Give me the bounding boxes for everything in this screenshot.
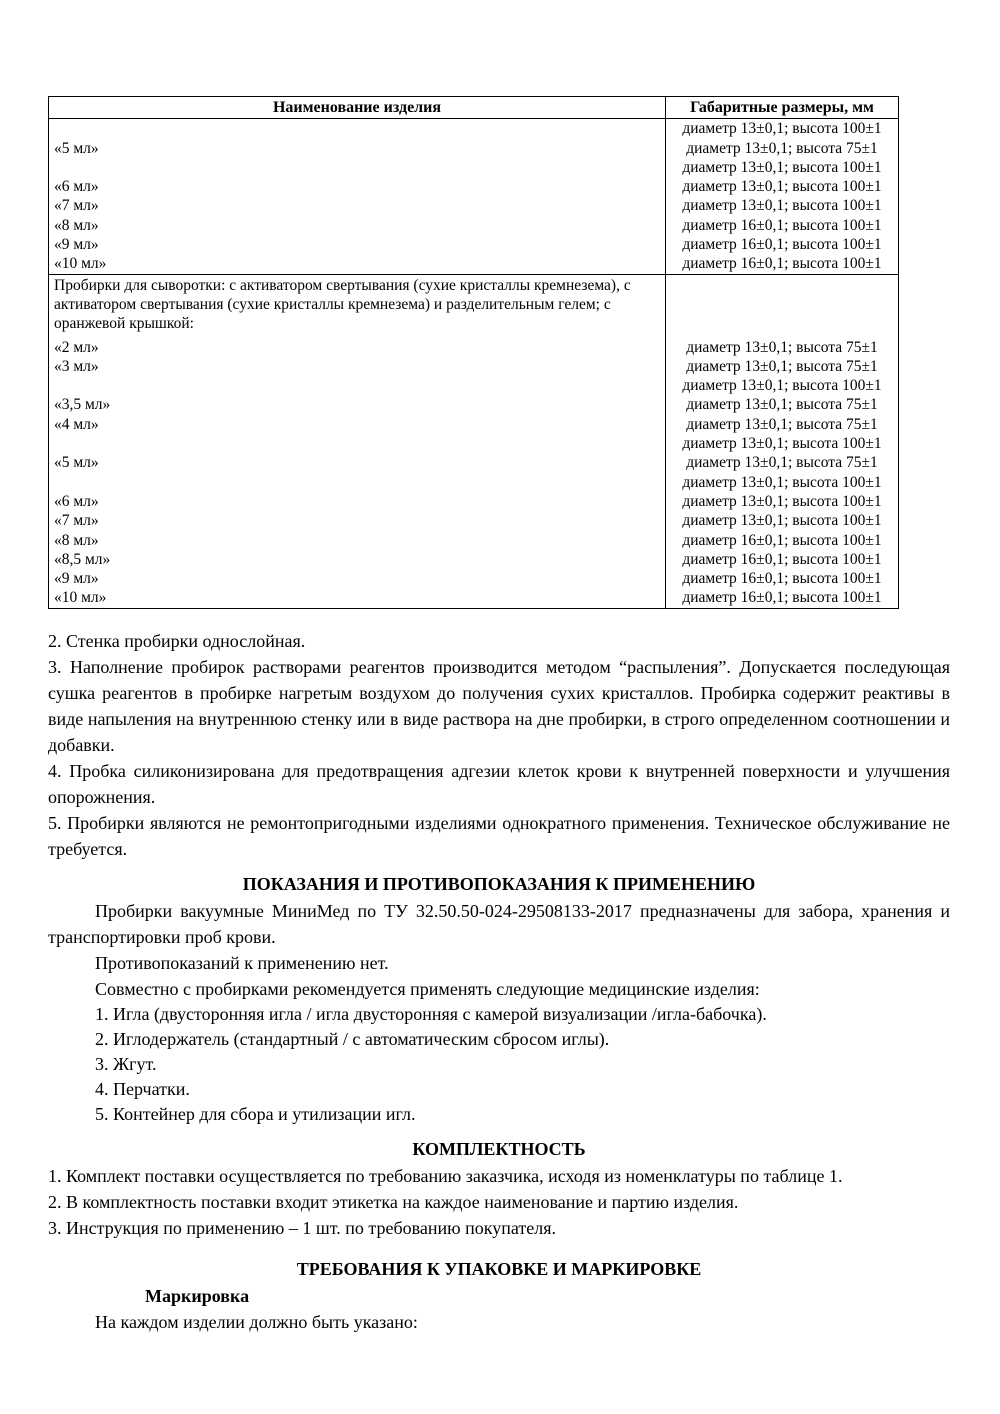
dimensions-cell: диаметр 13±0,1; высота 100±1 bbox=[682, 178, 882, 196]
product-name-cell: «10 мл» bbox=[49, 588, 666, 608]
paragraph-marking-intro: На каждом изделии должно быть указано: bbox=[95, 1311, 418, 1332]
table-row bbox=[49, 531, 899, 550]
table-section-plain-tubes bbox=[49, 119, 899, 274]
list-item: 4. Перчатки. bbox=[95, 1078, 190, 1099]
table-row bbox=[49, 338, 899, 357]
dimensions-cell: диаметр 13±0,1; высота 75±1 bbox=[686, 357, 878, 375]
product-spec-table bbox=[48, 96, 899, 609]
section-heading-completeness: КОМПЛЕКТНОСТЬ bbox=[412, 1138, 586, 1159]
product-name-cell: «6 мл» bbox=[49, 177, 666, 196]
table-row bbox=[49, 588, 899, 608]
table-section-serum-tubes bbox=[49, 274, 899, 608]
dimensions-cell: диаметр 13±0,1; высота 100±1 bbox=[682, 512, 882, 530]
table-header-row bbox=[49, 97, 899, 119]
numbered-paragraphs bbox=[48, 628, 950, 862]
dimensions-cell: диаметр 13±0,1; высота 75±1 bbox=[686, 454, 878, 472]
dimensions-cell: диаметр 13±0,1; высота 100±1 bbox=[682, 435, 882, 453]
product-name-cell: «8,5 мл» bbox=[49, 550, 666, 569]
product-name-cell: «9 мл» bbox=[49, 569, 666, 588]
table-row bbox=[49, 473, 899, 492]
product-name-cell: «7 мл» bbox=[49, 511, 666, 530]
table-row bbox=[49, 139, 899, 158]
product-name-cell: «9 мл» bbox=[49, 235, 666, 254]
table-row bbox=[49, 235, 899, 254]
table-row bbox=[49, 119, 899, 139]
column-header-product-name: Наименование изделия bbox=[49, 97, 666, 119]
product-name-cell: «8 мл» bbox=[49, 216, 666, 235]
product-name-cell bbox=[49, 119, 666, 139]
dimensions-cell: диаметр 13±0,1; высота 100±1 bbox=[682, 492, 882, 510]
table-row bbox=[49, 274, 899, 337]
dimensions-cell: диаметр 13±0,1; высота 100±1 bbox=[682, 473, 882, 491]
table-row bbox=[49, 492, 899, 511]
product-name-cell: «4 мл» bbox=[49, 415, 666, 434]
recommended-items-list bbox=[48, 1002, 950, 1127]
table-row bbox=[49, 434, 899, 453]
product-name-cell bbox=[49, 376, 666, 395]
table-row bbox=[49, 216, 899, 235]
table-row bbox=[49, 158, 899, 177]
dimensions-cell: диаметр 13±0,1; высота 75±1 bbox=[686, 415, 878, 433]
table-row bbox=[49, 511, 899, 530]
product-name-cell: «5 мл» bbox=[49, 139, 666, 158]
product-name-cell: «3 мл» bbox=[49, 357, 666, 376]
paragraph-purpose: Пробирки вакуумные МиниМед по ТУ 32.50.50-024-29508133-2017 предназначены для забора, хранения и транспортировки проб крови. bbox=[48, 900, 950, 947]
paragraph-recommended-intro: Совместно с пробирками рекомендуется применять следующие медицинские изделия: bbox=[95, 978, 760, 999]
list-item: 1. Игла (двусторонняя игла / игла двусторонняя с камерой визуализации /игла-бабочка). bbox=[95, 1003, 767, 1024]
dimensions-cell: диаметр 13±0,1; высота 100±1 bbox=[682, 120, 882, 138]
list-item: 3. Жгут. bbox=[95, 1053, 157, 1074]
table-header bbox=[49, 97, 899, 119]
product-name-cell: «2 мл» bbox=[49, 338, 666, 357]
paragraph: 3. Инструкция по применению – 1 шт. по требованию покупателя. bbox=[48, 1217, 556, 1238]
table-row bbox=[49, 550, 899, 569]
dimensions-cell: диаметр 16±0,1; высота 100±1 bbox=[682, 255, 882, 273]
paragraph: 1. Комплект поставки осуществляется по требованию заказчика, исходя из номенклатуры по таблице 1. bbox=[48, 1165, 843, 1186]
completeness-paragraphs bbox=[48, 1163, 950, 1241]
product-group-header: Пробирки для сыворотки: с активатором свертывания (сухие кристаллы кремнезема), с активатором свертывания (сухие кристаллы кремнезема) и разделительным гелем; с оранжевой крышкой: bbox=[49, 274, 666, 337]
column-header-dimensions: Габаритные размеры, мм bbox=[666, 97, 899, 119]
dimensions-cell: диаметр 13±0,1; высота 100±1 bbox=[682, 158, 882, 176]
product-name-cell: «10 мл» bbox=[49, 254, 666, 274]
paragraph: 2. В комплектность поставки входит этикетка на каждое наименование и партию изделия. bbox=[48, 1191, 739, 1212]
dimensions-cell: диаметр 16±0,1; высота 100±1 bbox=[682, 216, 882, 234]
section-heading-indications: ПОКАЗАНИЯ И ПРОТИВОПОКАЗАНИЯ К ПРИМЕНЕНИЮ bbox=[242, 873, 756, 894]
subsection-title-marking: Маркировка bbox=[145, 1285, 250, 1306]
product-name-cell: «3,5 мл» bbox=[49, 395, 666, 414]
dimensions-cell: диаметр 13±0,1; высота 75±1 bbox=[686, 338, 878, 356]
dimensions-cell: диаметр 13±0,1; высота 75±1 bbox=[686, 139, 878, 157]
section-heading-packaging: ТРЕБОВАНИЯ К УПАКОВКЕ И МАРКИРОВКЕ bbox=[296, 1258, 702, 1279]
product-name-cell: «5 мл» bbox=[49, 453, 666, 472]
table-row bbox=[49, 254, 899, 274]
product-name-cell bbox=[49, 473, 666, 492]
paragraph: 5. Пробирки являются не ремонтопригодными изделиями однократного применения. Техническое обслуживание не требуется. bbox=[48, 812, 950, 859]
dimensions-cell: диаметр 16±0,1; высота 100±1 bbox=[682, 531, 882, 549]
product-name-cell bbox=[49, 158, 666, 177]
product-name-cell: «8 мл» bbox=[49, 531, 666, 550]
product-name-cell: «7 мл» bbox=[49, 196, 666, 215]
paragraph-contraindications: Противопоказаний к применению нет. bbox=[95, 952, 389, 973]
paragraph: 3. Наполнение пробирок растворами реагентов производится методом “распыления”. Допускается последующая сушка реагентов в пробирке нагретым воздухом до получения сухих кристаллов. Пробирка содержит реактивы в виде напыления на внутреннюю стенку или в виде раствора на дне пробирки, в строго определенном соотношении и добавки. bbox=[48, 656, 950, 755]
table-row bbox=[49, 357, 899, 376]
product-name-cell: «6 мл» bbox=[49, 492, 666, 511]
dimensions-cell: диаметр 13±0,1; высота 100±1 bbox=[682, 377, 882, 395]
paragraph: 4. Пробка силиконизирована для предотвращения адгезии клеток крови к внутренней поверхности и улучшения опорожнения. bbox=[48, 760, 950, 807]
dimensions-cell: диаметр 16±0,1; высота 100±1 bbox=[682, 570, 882, 588]
dimensions-cell: диаметр 16±0,1; высота 100±1 bbox=[682, 236, 882, 254]
list-item: 2. Иглодержатель (стандартный / с автоматическим сбросом иглы). bbox=[95, 1028, 610, 1049]
dimensions-cell bbox=[666, 274, 899, 337]
table-row bbox=[49, 376, 899, 395]
dimensions-cell: диаметр 13±0,1; высота 75±1 bbox=[686, 396, 878, 414]
table-row bbox=[49, 395, 899, 414]
table-row bbox=[49, 453, 899, 472]
table-row bbox=[49, 196, 899, 215]
table-row bbox=[49, 415, 899, 434]
table-row bbox=[49, 177, 899, 196]
dimensions-cell: диаметр 16±0,1; высота 100±1 bbox=[682, 550, 882, 568]
table-row bbox=[49, 569, 899, 588]
dimensions-cell: диаметр 13±0,1; высота 100±1 bbox=[682, 197, 882, 215]
paragraph: 2. Стенка пробирки однослойная. bbox=[48, 630, 306, 651]
product-name-cell bbox=[49, 434, 666, 453]
dimensions-cell: диаметр 16±0,1; высота 100±1 bbox=[682, 589, 882, 607]
list-item: 5. Контейнер для сбора и утилизации игл. bbox=[95, 1103, 416, 1124]
